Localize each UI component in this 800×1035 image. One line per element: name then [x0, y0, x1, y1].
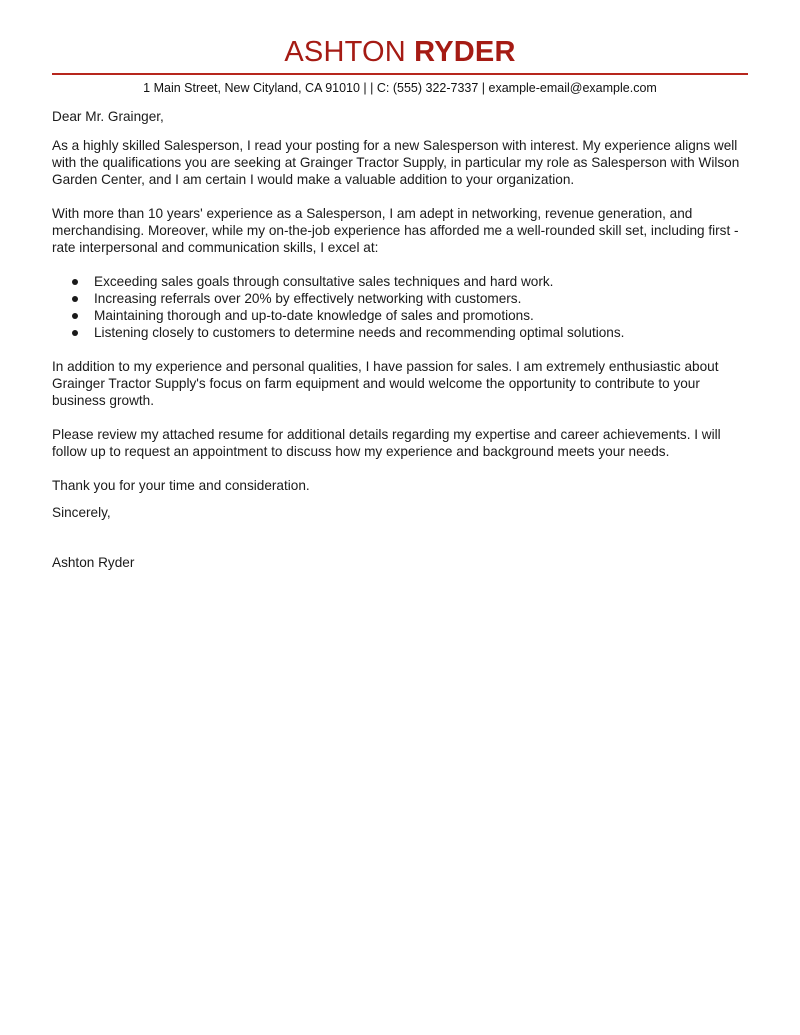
list-item [52, 290, 752, 307]
list-item-text: Listening closely to customers to determine needs and recommending optimal solutions. [94, 325, 625, 340]
signoff: Sincerely, [52, 505, 111, 520]
header-divider [52, 73, 748, 75]
list-item-text: Increasing referrals over 20% by effectively networking with customers. [94, 291, 522, 306]
thanks-line: Thank you for your time and consideration. [52, 478, 310, 493]
applicant-name [0, 34, 800, 70]
bullet-icon [72, 313, 78, 319]
signature-name: Ashton Ryder [52, 555, 135, 570]
bullet-icon [72, 296, 78, 302]
skills-list [52, 273, 752, 341]
contact-info: 1 Main Street, New Cityland, CA 91010 | | C: (555) 322-7337 | example-email@example.com [143, 81, 657, 95]
paragraph-passion: In addition to my experience and personal qualities, I have passion for sales. I am extremely enthusiastic about Grainger Tractor Supply's focus on farm equipment and would welcome the opportunity to contribute to your business growth. [52, 359, 719, 408]
letter-body [52, 108, 752, 571]
last-name: RYDER [414, 36, 516, 68]
list-item [52, 273, 752, 290]
salutation: Dear Mr. Grainger, [52, 109, 164, 124]
bullet-icon [72, 330, 78, 336]
list-item-text: Maintaining thorough and up-to-date knowledge of sales and promotions. [94, 308, 534, 323]
bullet-icon [72, 279, 78, 285]
list-item [52, 324, 752, 341]
first-name: ASHTON [284, 36, 406, 68]
paragraph-skills: With more than 10 years' experience as a Salesperson, I am adept in networking, revenue generation, and merchandising. Moreover, while my on-the-job experience has afforded me a well-rounded skill set, including first -rate interpersonal and communication skills, I excel at: [52, 206, 739, 255]
list-item-text: Exceeding sales goals through consultative sales techniques and hard work. [94, 274, 554, 289]
paragraph-intro: As a highly skilled Salesperson, I read your posting for a new Salesperson with interest. My experience aligns well with the qualifications you are seeking at Grainger Tractor Supply, in particular my role as Salesperson with Wilson Garden Center, and I am certain I would make a valuable addition to your organization. [52, 138, 740, 187]
list-item [52, 307, 752, 324]
paragraph-followup: Please review my attached resume for additional details regarding my expertise and career achievements. I will follow up to request an appointment to discuss how my experience and background meets your needs. [52, 427, 721, 459]
